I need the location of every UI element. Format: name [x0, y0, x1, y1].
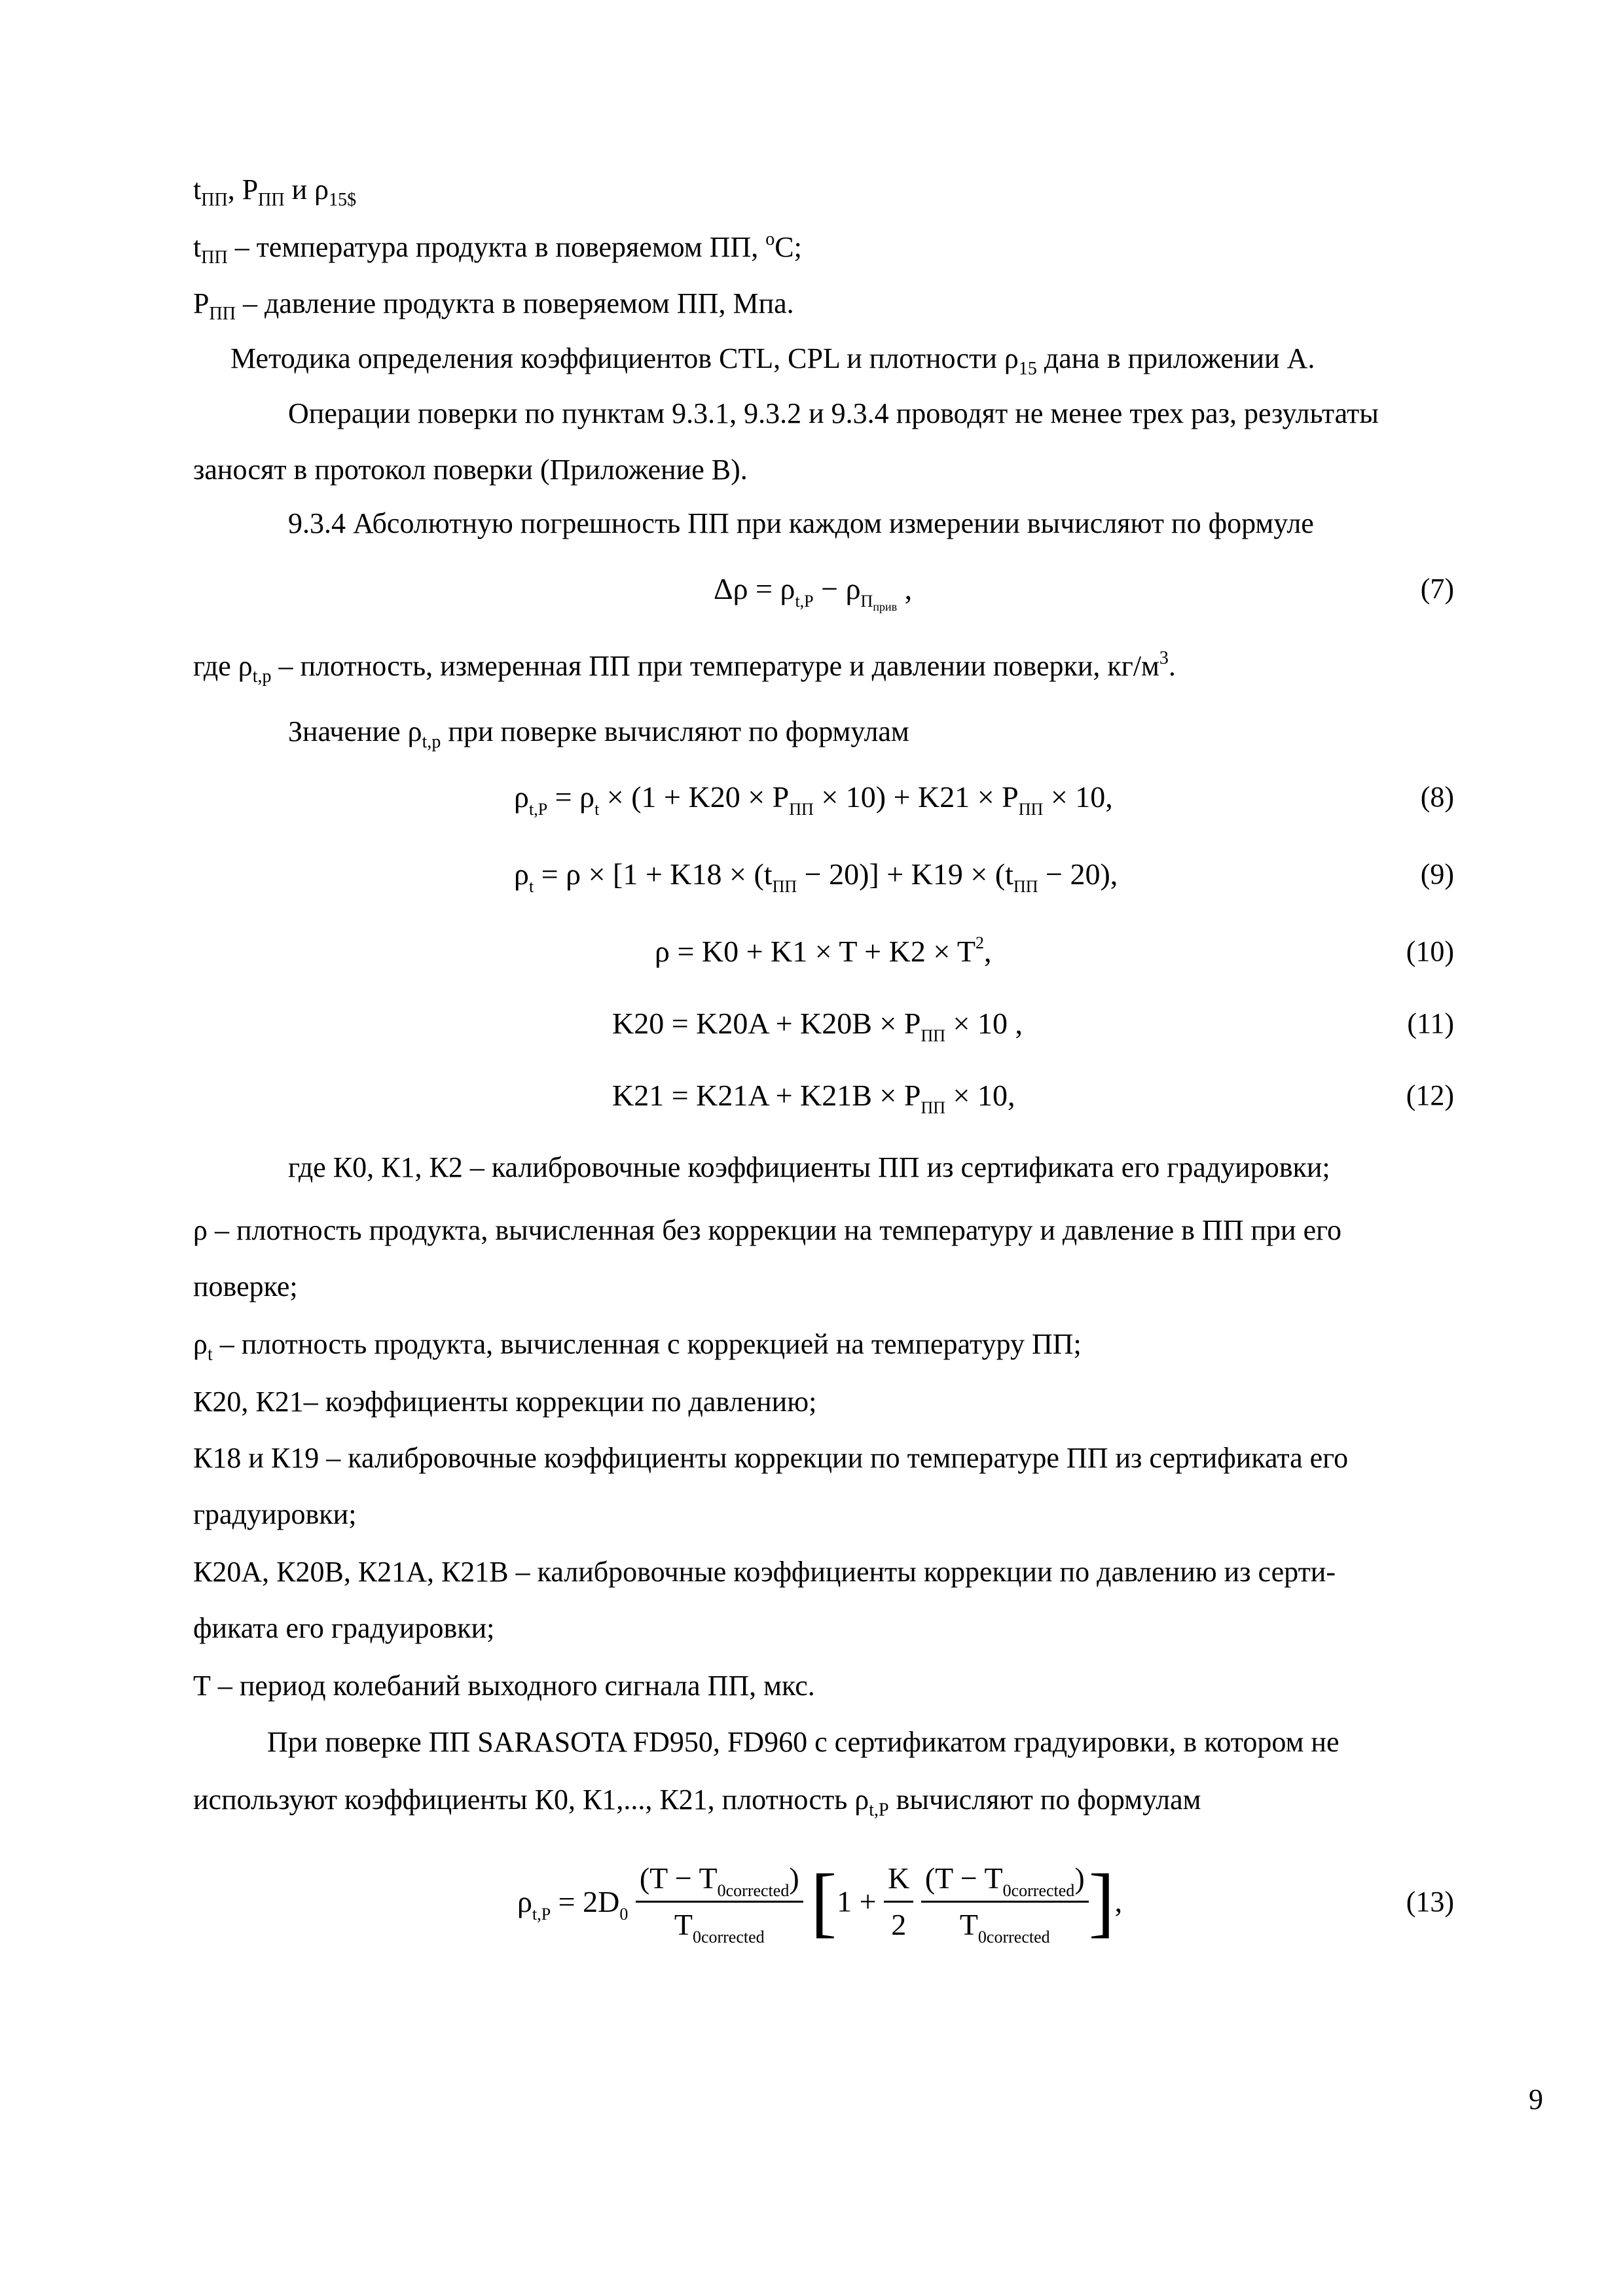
equation-number-12: (12) — [1406, 1079, 1454, 1111]
equation-11: $K20 = K20A + K20B \times P_{ПП} \times 10$ , — [612, 1007, 1023, 1045]
page-number: 9 — [1529, 2083, 1543, 2115]
equation-number-7: (7) — [1420, 573, 1454, 605]
equation-8: $\rho_{t,P} = \rho_t \times (1 + K20 \times P_{ПП} \times 10) + K21 \times P_{ПП} \times 10$, — [514, 780, 1113, 819]
text-line-19: Т – период колебаний выходного сигнала ПП, мкс. — [193, 1670, 815, 1702]
equation-number-10: (10) — [1406, 935, 1454, 967]
equation-7: $\Delta\rho = \rho_{t,P} - \rho_{П_{прив}}$ , — [714, 572, 913, 613]
text-line-9: Значение $\rho_{t,p}$ при поверке вычисляют по формулам — [288, 715, 909, 752]
text-line-5: Операции поверки по пунктам 9.3.1, 9.3.2 и 9.3.4 проводят не менее трех раз, результаты — [288, 397, 1379, 429]
text-line-16: градуировки; — [193, 1498, 357, 1530]
text-line-14: К20, К21– коэффициенты коррекции по давлению; — [193, 1386, 817, 1418]
text-line-11: ρ – плотность продукта, вычисленная без коррекции на температуру и давление в ПП при его — [193, 1214, 1342, 1246]
text-line-15: К18 и К19 – калибровочные коэффициенты коррекции по температуре ПП из сертификата его — [193, 1442, 1349, 1474]
equation-number-9: (9) — [1420, 858, 1454, 890]
text-line-7: 9.3.4 Абсолютную погрешность ПП при каждом измерении вычисляют по формуле — [288, 507, 1314, 539]
equation-number-13: (13) — [1406, 1886, 1454, 1918]
text-line-8: где $\rho_{t,p}$ – плотность, измеренная ПП при температуре и давлении поверки, $кг/м^3$. — [193, 648, 1176, 687]
text-line-4: Методика определения коэффициентов CTL, CPL и плотности $\rho_{15}$ дана в приложении А. — [230, 342, 1315, 379]
text-line-12: поверке; — [193, 1270, 298, 1302]
text-line-3: $P_{ПП}$ – давление продукта в поверяемом ПП, Мпа. — [193, 287, 794, 324]
equation-10: $\rho = K0 + K1 \times T + K2 \times T^2$, — [655, 933, 992, 968]
equation-number-11: (11) — [1407, 1007, 1454, 1039]
text-line-1: $t_{ПП}$, $P_{ПП}$ и $\rho_{15\$}$ — [193, 173, 357, 210]
text-line-10: где К0, К1, К2 – калибровочные коэффициенты ПП из сертификата его градуировки; — [288, 1151, 1330, 1183]
text-line-21: используют коэффициенты К0, К1,..., К21, плотность $\rho_{t,P}$ вычисляют по формулам — [193, 1784, 1201, 1820]
text-line-2: $t_{ПП}$ – температура продукта в поверяемом ПП, $^о$С; — [193, 229, 802, 268]
equation-9: $\rho_t = \rho \times [1 + K18 \times (t_{ПП} - 20)] + K19 \times (t_{ПП} - 20)$, — [514, 857, 1118, 896]
text-line-18: фиката его градуировки; — [193, 1612, 495, 1644]
equation-13: $\rho_{t,P} = 2D_0$ $\frac{(T - T_{0corrected})}{T_{0corrected}}$ [1 + $\frac{K}{2}$ $\frac{(T - T_{0corrected})}{T_{0corrected}}$ ], — [517, 1857, 1123, 1946]
text-line-20: При поверке ПП SARASOTA FD950, FD960 с сертификатом градуировки, в котором не — [267, 1726, 1340, 1758]
equation-12: $K21 = K21A + K21B \times P_{ПП} \times 10$, — [612, 1079, 1015, 1117]
text-line-6: заносят в протокол поверки (Приложение В). — [193, 454, 748, 486]
equation-number-8: (8) — [1420, 781, 1454, 813]
text-line-13: $\rho_t$ – плотность продукта, вычисленная с коррекцией на температуру ПП; — [193, 1328, 1082, 1365]
text-line-17: К20А, К20В, К21А, К21В – калибровочные коэффициенты коррекции по давлению из серти- — [193, 1556, 1336, 1588]
